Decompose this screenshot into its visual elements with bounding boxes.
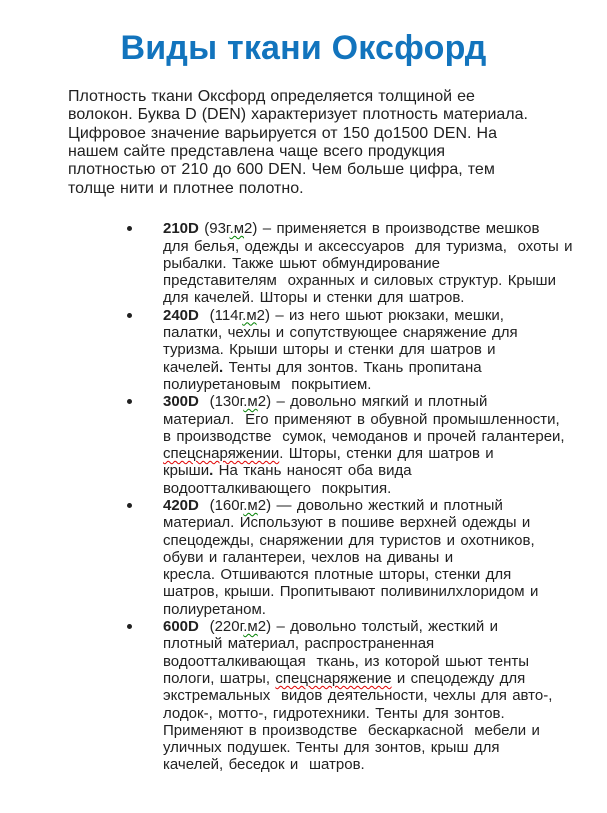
text-segment: (114г (198, 306, 243, 324)
text-segment: пологи, шатры, (163, 669, 276, 687)
grammar-error-underline: .м (243, 618, 258, 636)
text-segment: уличных подушек. Тенты для зонтов, крыш для (163, 739, 500, 757)
text-segment: (130г (198, 393, 244, 411)
text-segment: На ткань наносят оба вида (213, 462, 412, 480)
grammar-error-underline: .м (242, 306, 257, 324)
text-segment: шатров, крыши. Пропитывают поливинилхлоридом и (163, 583, 539, 601)
list-item-line (163, 601, 607, 618)
intro-line (68, 143, 577, 161)
list-item-line (163, 255, 607, 272)
text-segment: водоотталкивающая ткань, из которой шьют тенты (163, 652, 530, 670)
list-item-line (163, 583, 607, 600)
list-item-line (163, 687, 607, 704)
text-segment: материал. Его применяют в обувной промышленности, (163, 410, 560, 428)
text-segment: плотностью от 210 до 600 DEN. Чем больше цифра, тем (68, 161, 495, 179)
list-item-line (163, 462, 607, 479)
text-segment: экстремальных видов деятельности, чехлы для авто-, (163, 687, 553, 705)
text-segment: 2) – довольно толстый, жесткий и (257, 618, 498, 636)
list-item-line (163, 566, 607, 583)
bullet-icon (127, 313, 132, 318)
grammar-error-underline: .м (243, 393, 258, 411)
bold-text-segment: . (209, 462, 214, 480)
text-segment: Цифровое значение варьируется от 150 до1500 DEN. На (68, 124, 497, 142)
bold-text-segment: 210D (163, 220, 199, 238)
text-segment: Применяют в производстве бескаркасной мебели и (163, 721, 540, 739)
list-item-300d (163, 393, 607, 497)
list-item-210d (163, 220, 607, 306)
list-item-line (163, 705, 607, 722)
list-item-line (163, 497, 607, 514)
list-item-line (163, 238, 607, 255)
text-segment: качелей (163, 358, 220, 376)
list-item-line (163, 428, 607, 445)
list-item-line (163, 341, 607, 358)
intro-line (68, 125, 577, 143)
text-segment: для качелей. Шторы и стенки для шатров. (163, 289, 465, 307)
bullet-icon (127, 624, 132, 629)
list-item-line (163, 376, 607, 393)
text-segment: полиуретановым покрытием. (163, 375, 372, 393)
text-segment: плотный материал, распространенная (163, 635, 435, 653)
list-item-line (163, 514, 607, 531)
grammar-error-underline: .м (229, 220, 245, 238)
text-segment: толще нити и плотнее полотно. (68, 179, 304, 197)
list-item-420d (163, 497, 607, 618)
fabric-types-list (0, 220, 607, 774)
list-item-line (163, 739, 607, 756)
list-item-line (163, 272, 607, 289)
list-item-line (163, 411, 607, 428)
text-segment: (93г (198, 220, 230, 238)
text-segment: 2) — довольно жесткий и плотный (257, 496, 503, 514)
list-item-line (163, 324, 607, 341)
text-segment: материал. Используют в пошиве верхней одежды и (163, 514, 531, 532)
text-segment: волокон. Буква D (DEN) характеризует плотность материала. (68, 106, 528, 124)
list-item-line (163, 756, 607, 773)
list-item-600d (163, 618, 607, 774)
text-segment: в производстве сумок, чемоданов и прочей галантереи, (163, 427, 565, 445)
bold-text-segment: 300D (163, 393, 199, 411)
list-item-line (163, 393, 607, 410)
bullet-icon (127, 503, 132, 508)
list-item-line (163, 359, 607, 376)
text-segment: лодок-, мотто-, гидротехники. Тенты для зонтов. (163, 704, 505, 722)
text-segment: и спецодежду для (391, 669, 526, 687)
bullet-icon (127, 399, 132, 404)
text-segment: для белья, одежды и аксессуаров для туризма, охоты и (163, 237, 573, 255)
intro-line (68, 161, 577, 179)
text-segment: кресла. Отшиваются плотные шторы, стенки для (163, 566, 512, 584)
text-segment: полиуретаном. (163, 600, 266, 618)
spelling-error-underline: спецснаряжении (163, 445, 280, 463)
bold-text-segment: 420D (163, 496, 199, 514)
list-item-line (163, 480, 607, 497)
text-segment: . Шторы, стенки для шатров и (279, 445, 494, 463)
spelling-error-underline: спецснаряжение (275, 669, 392, 687)
bold-text-segment: 240D (163, 306, 199, 324)
text-segment: обуви и галантереи, чехлов на диваны и (163, 548, 454, 566)
text-segment: (220г (198, 618, 244, 636)
list-item-line (163, 549, 607, 566)
intro-line (68, 88, 577, 106)
text-segment: нашем сайте представлена чаще всего продукция (68, 143, 446, 161)
text-segment: 2) – из него шьют рюкзаки, мешки, (256, 306, 504, 324)
list-item-line (163, 532, 607, 549)
text-segment: рыбалки. Также шьют обмундирование (163, 254, 440, 272)
list-item-line (163, 653, 607, 670)
list-item-line (163, 722, 607, 739)
list-item-line (163, 635, 607, 652)
text-segment: водоотталкивающего покрытия. (163, 479, 392, 497)
text-segment: палатки, чехлы и сопутствующее снаряжение для (163, 324, 518, 342)
document-page (0, 28, 607, 813)
list-item-line (163, 670, 607, 687)
text-segment: представителям охранных и силовых структур. Крыши (163, 272, 556, 290)
page-title: Виды ткани Оксфорд (120, 29, 487, 67)
text-segment: Тенты для зонтов. Ткань пропитана (223, 358, 482, 376)
text-segment: 2) – применяется в производстве мешков (244, 220, 540, 238)
list-item-line (163, 289, 607, 306)
list-item-line (163, 445, 607, 462)
text-segment: (160г (198, 496, 244, 514)
list-item-line (163, 618, 607, 635)
text-segment: Плотность ткани Оксфорд определяется толщиной ее (68, 87, 475, 105)
text-segment: туризма. Крыши шторы и стенки для шатров и (163, 341, 496, 359)
intro-paragraph (68, 88, 577, 198)
list-item-line (163, 307, 607, 324)
grammar-error-underline: .м (243, 496, 258, 514)
intro-line (68, 106, 577, 124)
list-item-240d (163, 307, 607, 393)
bold-text-segment: 600D (163, 618, 199, 636)
intro-line (68, 180, 577, 198)
bullet-icon (127, 226, 132, 231)
list-item-line (163, 220, 607, 237)
text-segment: спецодежды, снаряжении для туристов и охотников, (163, 531, 535, 549)
text-segment: крыши (163, 462, 210, 480)
text-segment: качелей, беседок и шатров. (163, 756, 365, 774)
bold-text-segment: . (219, 358, 224, 376)
text-segment: 2) – довольно мягкий и плотный (257, 393, 488, 411)
